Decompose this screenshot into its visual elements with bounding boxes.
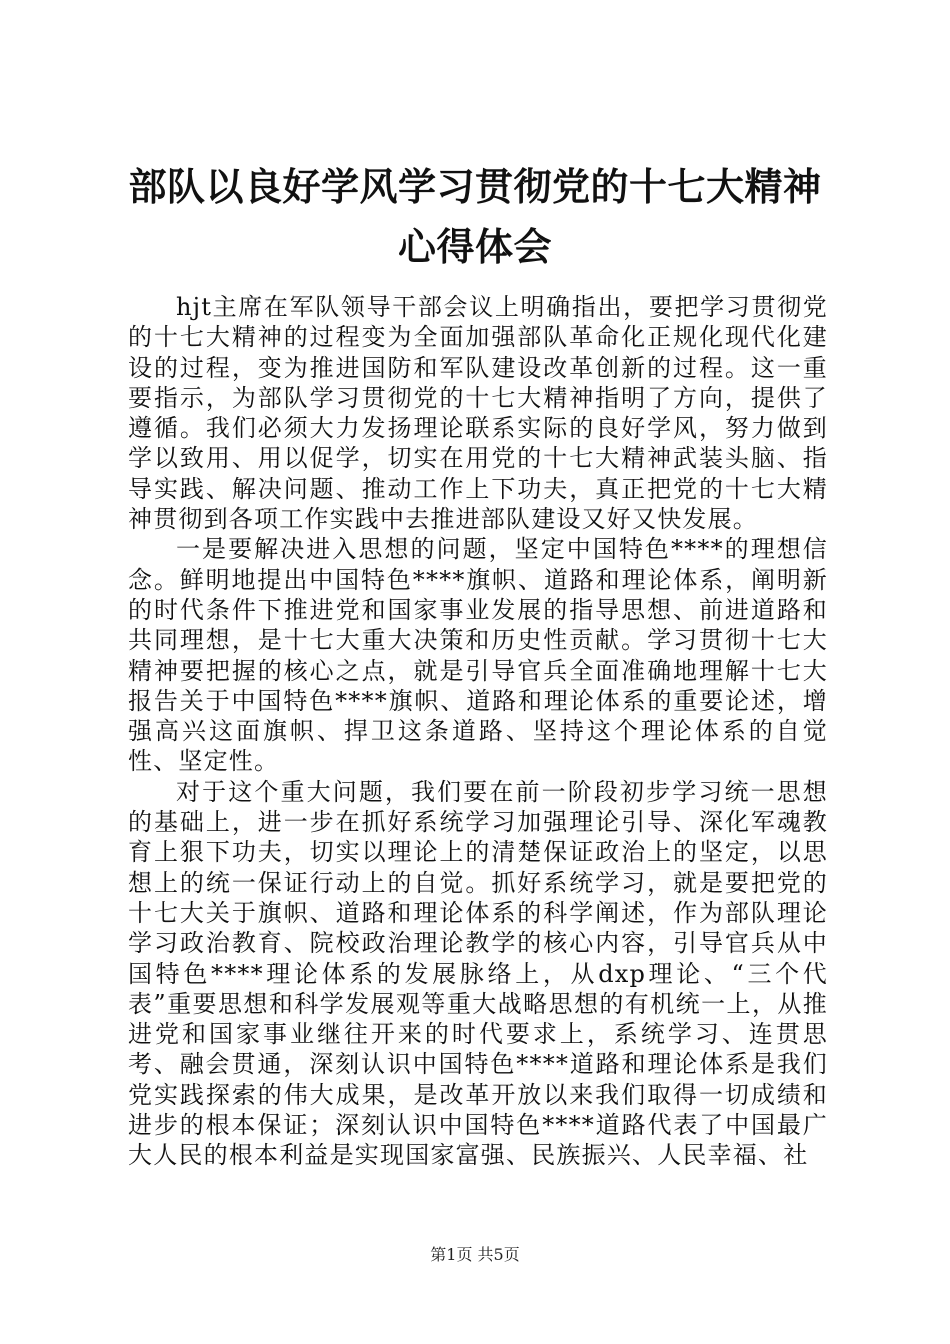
paragraph-3: 对于这个重大问题，我们要在前一阶段初步学习统一思想的基础上，进一步在抓好系统学习加强理论引导、深化军魂教育上狠下功夫，切实以理论上的清楚保证政治上的坚定，以思想上的统一保证行动上的自觉。抓好系统学习，就是要把党的十七大关于旗帜、道路和理论体系的科学阐述，作为部队理论学习政治教育、院校政治理论教学的核心内容，引导官兵从中国特色****理论体系的发展脉络上，从dxp理论、“三个代表”重要思想和科学发展观等重大战略思想的有机统一上，从推进党和国家事业继往开来的时代要求上，系统学习、连贯思考、融会贯通，深刻认识中国特色****道路和理论体系是我们党实践探索的伟大成果，是改革开放以来我们取得一切成绩和进步的根本保证；深刻认识中国特色****道路代表了中国最广大人民的根本利益是实现国家富强、民族振兴、人民幸福、社 [128,777,828,1170]
paragraph-1: hjt主席在军队领导干部会议上明确指出，要把学习贯彻党的十七大精神的过程变为全面加强部队革命化正规化现代化建设的过程，变为推进国防和军队建设改革创新的过程。这一重要指示，为部队学习贯彻党的十七大精神指明了方向，提供了遵循。我们必须大力发扬理论联系实际的良好学风，努力做到学以致用、用以促学，切实在用党的十七大精神武装头脑、指导实践、解决问题、推动工作上下功夫，真正把党的十七大精神贯彻到各项工作实践中去推进部队建设又好又快发展。 [128,293,828,534]
paragraph-2: 一是要解决进入思想的问题，坚定中国特色****的理想信念。鲜明地提出中国特色****旗帜、道路和理论体系，阐明新的时代条件下推进党和国家事业发展的指导思想、前进道路和共同理想，是十七大重大决策和历史性贡献。学习贯彻十七大精神要把握的核心之点，就是引导官兵全面准确地理解十七大报告关于中国特色****旗帜、道路和理论体系的重要论述，增强高兴这面旗帜、捍卫这条道路、坚持这个理论体系的自觉性、坚定性。 [128,535,828,776]
document-body [128,292,828,1171]
page-footer: 第1页 共5页 [430,1245,520,1264]
document-title: 部队以良好学风学习贯彻党的十七大精神心得体会 [128,165,822,269]
